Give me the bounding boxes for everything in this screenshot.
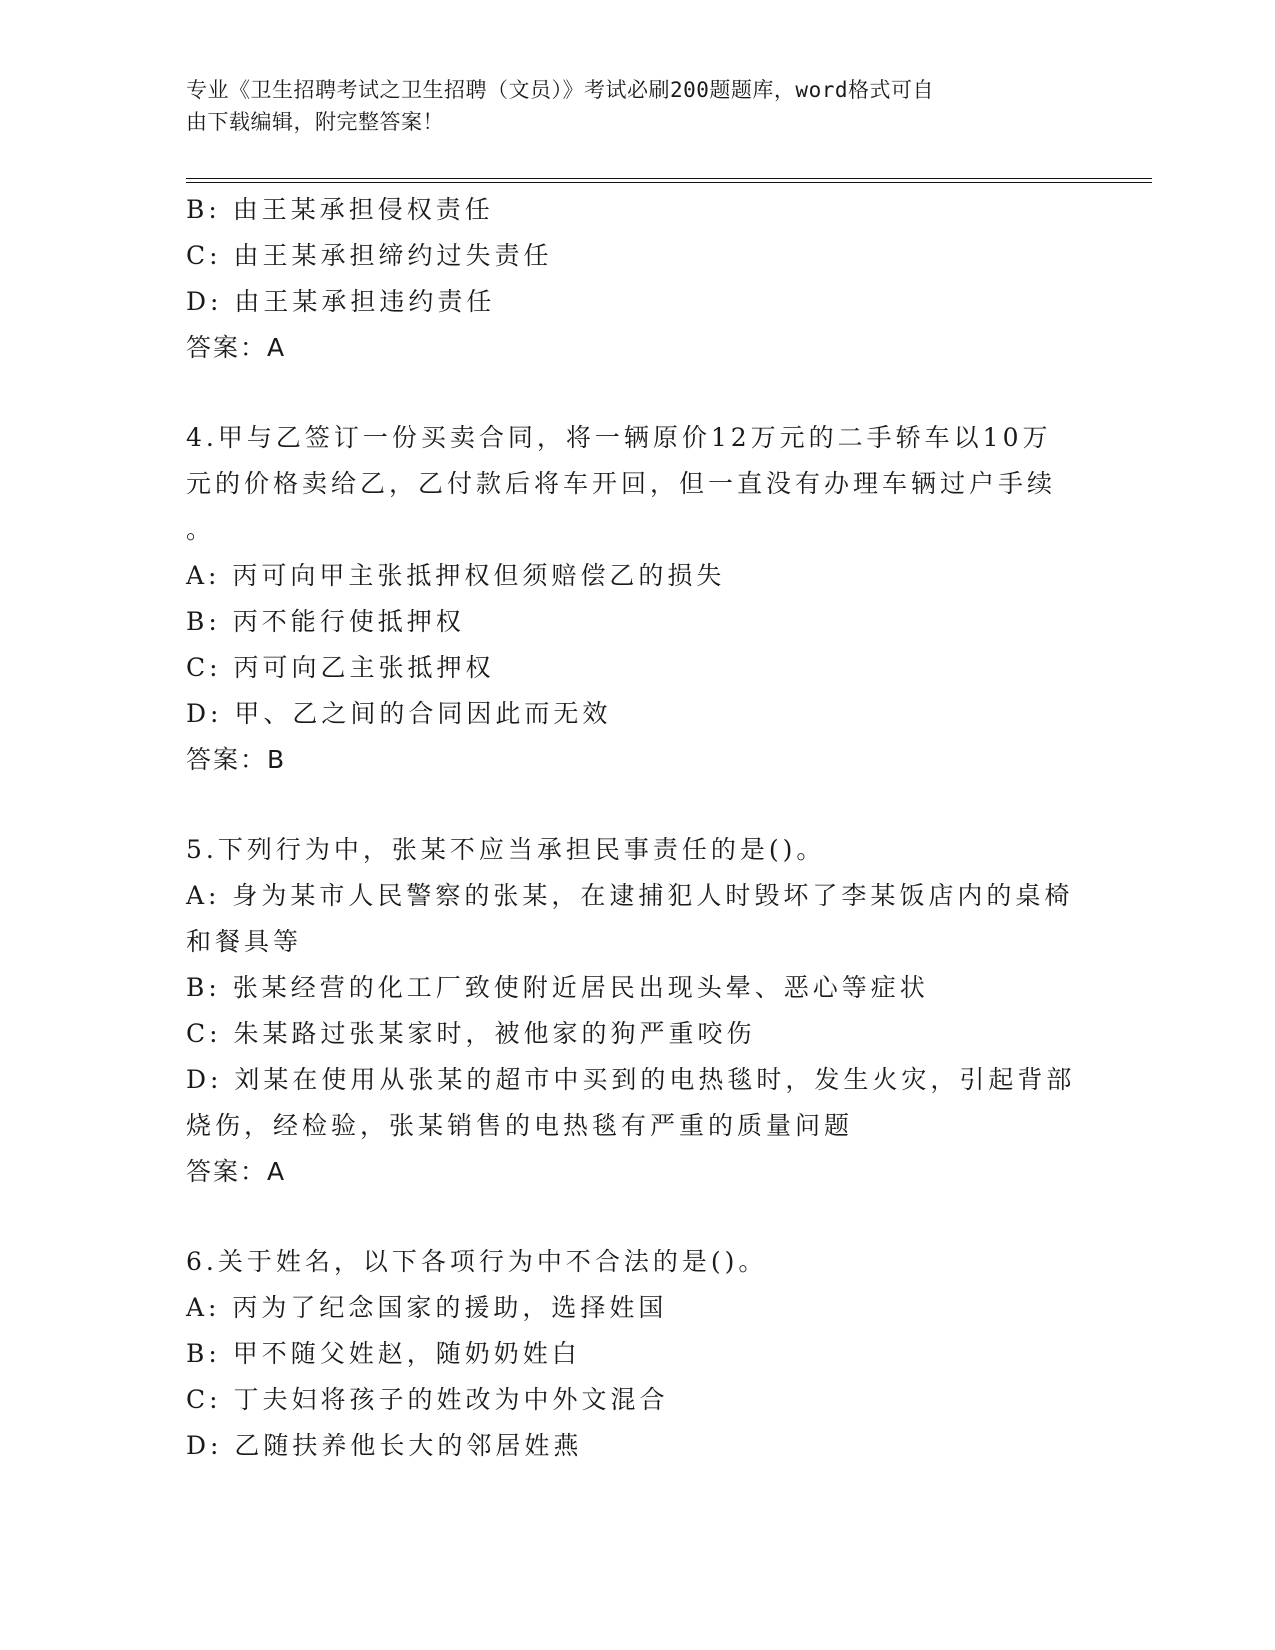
q5-answer: 答案：A <box>186 1157 287 1186</box>
q6-option-c: C: 丁夫妇将孩子的姓改为中外文混合 <box>186 1385 669 1414</box>
q5-option-d-line-1: D: 刘某在使用从张某的超市中买到的电热毯时，发生火灾，引起背部 <box>186 1065 1076 1094</box>
spacer <box>186 371 1106 415</box>
document-body <box>186 187 1106 1469</box>
question-3-remainder <box>186 187 1106 371</box>
q3-answer: 答案：A <box>186 333 287 362</box>
q4-stem-line-2: 元的价格卖给乙，乙付款后将车开回，但一直没有办理车辆过户手续 <box>186 469 1057 498</box>
q4-option-b: B: 丙不能行使抵押权 <box>186 607 465 636</box>
q4-option-c: C: 丙可向乙主张抵押权 <box>186 653 495 682</box>
header-title-line-2: 由下载编辑，附完整答案！ <box>186 110 444 134</box>
q6-option-d: D: 乙随扶养他长大的邻居姓燕 <box>186 1431 583 1460</box>
header-title-line-1: 专业《卫生招聘考试之卫生招聘（文员）》考试必刷200题题库，word格式可自 <box>186 78 934 102</box>
question-6 <box>186 1239 1106 1469</box>
q6-option-b: B: 甲不随父姓赵，随奶奶姓白 <box>186 1339 581 1368</box>
spacer <box>186 783 1106 827</box>
question-4 <box>186 415 1106 783</box>
q5-option-a-line-2: 和餐具等 <box>186 927 303 956</box>
header-divider-bottom <box>186 182 1152 183</box>
q4-answer: 答案：B <box>186 745 287 774</box>
q3-option-b: B: 由王某承担侵权责任 <box>186 195 494 224</box>
q5-option-d-line-2: 烧伤，经检验，张某销售的电热毯有严重的质量问题 <box>186 1111 854 1140</box>
header-divider-top <box>186 178 1152 179</box>
q5-stem: 5.下列行为中，张某不应当承担民事责任的是()。 <box>186 835 826 864</box>
q6-stem: 6.关于姓名，以下各项行为中不合法的是()。 <box>186 1247 768 1276</box>
q6-option-a: A: 丙为了纪念国家的援助，选择姓国 <box>186 1293 668 1322</box>
q4-option-a: A: 丙可向甲主张抵押权但须赔偿乙的损失 <box>186 561 726 590</box>
q3-option-c: C: 由王某承担缔约过失责任 <box>186 241 553 270</box>
q4-option-d: D: 甲、乙之间的合同因此而无效 <box>186 699 612 728</box>
q5-option-b: B: 张某经营的化工厂致使附近居民出现头晕、恶心等症状 <box>186 973 929 1002</box>
q4-stem-line-3: 。 <box>186 515 216 544</box>
question-5 <box>186 827 1106 1195</box>
q4-stem-line-1: 4.甲与乙签订一份买卖合同，将一辆原价12万元的二手轿车以10万 <box>186 423 1052 452</box>
spacer <box>186 1195 1106 1239</box>
document-header <box>186 74 1066 138</box>
q5-option-a-line-1: A: 身为某市人民警察的张某，在逮捕犯人时毁坏了李某饭店内的桌椅 <box>186 881 1074 910</box>
q3-option-d: D: 由王某承担违约责任 <box>186 287 496 316</box>
q5-option-c: C: 朱某路过张某家时，被他家的狗严重咬伤 <box>186 1019 756 1048</box>
